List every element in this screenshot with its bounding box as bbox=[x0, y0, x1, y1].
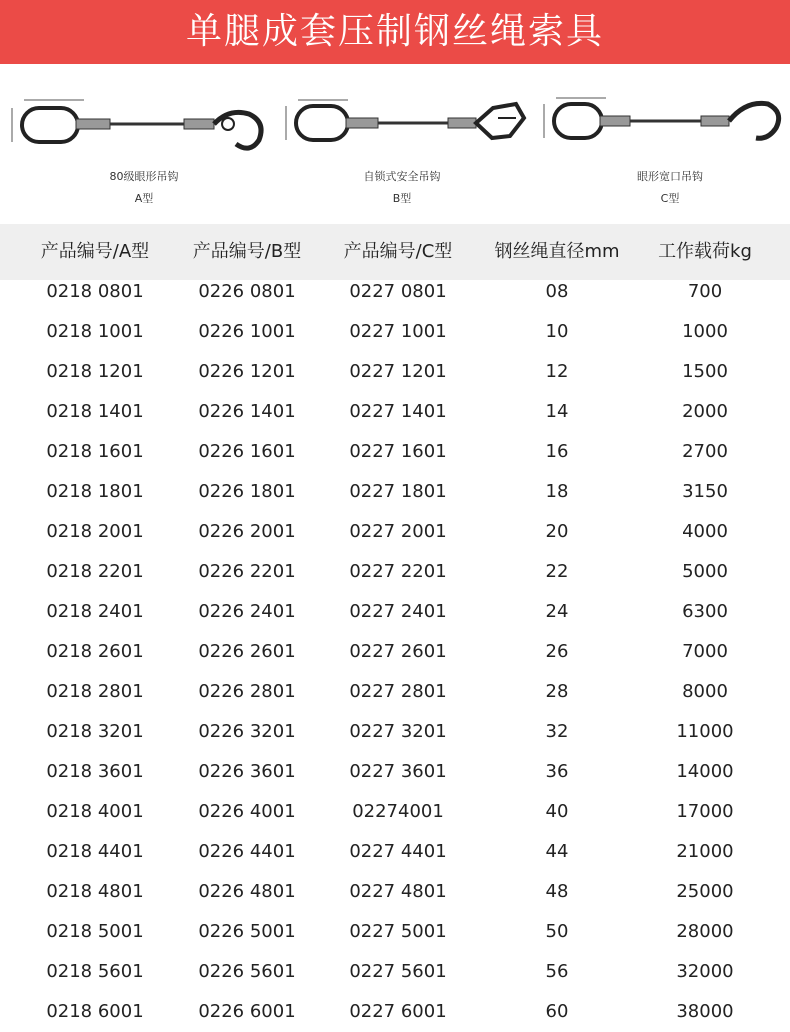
cell-rope-diameter: 36 bbox=[545, 761, 569, 782]
cell-rope-diameter: 28 bbox=[545, 681, 569, 702]
cell-a-code: 0218 1401 bbox=[46, 401, 144, 422]
table-row bbox=[0, 432, 790, 472]
diagram-a-caption: 80级眼形吊钩 bbox=[109, 170, 179, 183]
table-row bbox=[0, 752, 790, 792]
cell-working-load: 2700 bbox=[682, 441, 728, 462]
cell-rope-diameter: 56 bbox=[545, 961, 569, 982]
cell-rope-diameter: 44 bbox=[545, 841, 569, 862]
cell-b-code: 0226 1401 bbox=[198, 401, 296, 422]
table-row bbox=[0, 832, 790, 872]
table-row bbox=[0, 272, 790, 312]
header-c-code: 产品编号/C型 bbox=[343, 241, 453, 262]
cell-b-code: 0226 2001 bbox=[198, 521, 296, 542]
sling-c-illustration bbox=[536, 78, 786, 158]
cell-c-code: 0227 5601 bbox=[349, 961, 447, 982]
sling-diagrams bbox=[0, 64, 790, 224]
cell-a-code: 0218 2401 bbox=[46, 601, 144, 622]
cell-b-code: 0226 3201 bbox=[198, 721, 296, 742]
cell-a-code: 0218 4801 bbox=[46, 881, 144, 902]
cell-a-code: 0218 1001 bbox=[46, 321, 144, 342]
cell-b-code: 0226 4001 bbox=[198, 801, 296, 822]
cell-c-code: 0227 3601 bbox=[349, 761, 447, 782]
cell-c-code: 0227 1801 bbox=[349, 481, 447, 502]
cell-rope-diameter: 08 bbox=[545, 281, 569, 302]
table-row bbox=[0, 352, 790, 392]
cell-b-code: 0226 6001 bbox=[198, 1001, 296, 1022]
cell-a-code: 0218 0801 bbox=[46, 281, 144, 302]
table-row bbox=[0, 792, 790, 832]
cell-c-code: 0227 2001 bbox=[349, 521, 447, 542]
cell-rope-diameter: 40 bbox=[545, 801, 569, 822]
cell-rope-diameter: 10 bbox=[545, 321, 569, 342]
header-working-load: 工作载荷kg bbox=[658, 241, 752, 262]
cell-c-code: 0227 1201 bbox=[349, 361, 447, 382]
cell-b-code: 0226 1001 bbox=[198, 321, 296, 342]
cell-c-code: 0227 2201 bbox=[349, 561, 447, 582]
table-row bbox=[0, 312, 790, 352]
cell-working-load: 11000 bbox=[676, 721, 734, 742]
cell-c-code: 0227 2401 bbox=[349, 601, 447, 622]
cell-a-code: 0218 6001 bbox=[46, 1001, 144, 1022]
cell-a-code: 0218 4401 bbox=[46, 841, 144, 862]
diagram-c-caption: 眼形宽口吊钩 bbox=[637, 170, 703, 183]
table-row bbox=[0, 952, 790, 992]
cell-a-code: 0218 2801 bbox=[46, 681, 144, 702]
cell-a-code: 0218 1601 bbox=[46, 441, 144, 462]
cell-b-code: 0226 5001 bbox=[198, 921, 296, 942]
table-row bbox=[0, 992, 790, 1032]
cell-b-code: 0226 4401 bbox=[198, 841, 296, 862]
cell-a-code: 0218 1201 bbox=[46, 361, 144, 382]
cell-a-code: 0218 2201 bbox=[46, 561, 144, 582]
cell-working-load: 1500 bbox=[682, 361, 728, 382]
cell-c-code: 0227 4801 bbox=[349, 881, 447, 902]
cell-a-code: 0218 2001 bbox=[46, 521, 144, 542]
cell-c-code: 0227 5001 bbox=[349, 921, 447, 942]
sling-a-illustration bbox=[4, 78, 274, 158]
header-a-code: 产品编号/A型 bbox=[40, 241, 150, 262]
diagram-b-caption: 自锁式安全吊钩 bbox=[363, 170, 441, 183]
table-row bbox=[0, 912, 790, 952]
cell-rope-diameter: 20 bbox=[545, 521, 569, 542]
table-row bbox=[0, 472, 790, 512]
cell-a-code: 0218 3201 bbox=[46, 721, 144, 742]
table-row bbox=[0, 512, 790, 552]
cell-working-load: 3150 bbox=[682, 481, 728, 502]
table-row bbox=[0, 712, 790, 752]
cell-b-code: 0226 2801 bbox=[198, 681, 296, 702]
table-row bbox=[0, 872, 790, 912]
diagram-a-type-label: A型 bbox=[134, 192, 154, 205]
cell-rope-diameter: 14 bbox=[545, 401, 569, 422]
cell-b-code: 0226 3601 bbox=[198, 761, 296, 782]
cell-c-code: 02274001 bbox=[352, 801, 444, 822]
cell-rope-diameter: 16 bbox=[545, 441, 569, 462]
cell-a-code: 0218 2601 bbox=[46, 641, 144, 662]
table-row bbox=[0, 552, 790, 592]
cell-b-code: 0226 2601 bbox=[198, 641, 296, 662]
cell-working-load: 25000 bbox=[676, 881, 734, 902]
cell-b-code: 0226 1201 bbox=[198, 361, 296, 382]
cell-a-code: 0218 5001 bbox=[46, 921, 144, 942]
table-row bbox=[0, 632, 790, 672]
cell-working-load: 21000 bbox=[676, 841, 734, 862]
cell-rope-diameter: 26 bbox=[545, 641, 569, 662]
cell-rope-diameter: 50 bbox=[545, 921, 569, 942]
cell-c-code: 0227 6001 bbox=[349, 1001, 447, 1022]
cell-working-load: 7000 bbox=[682, 641, 728, 662]
table-row bbox=[0, 672, 790, 712]
diagram-b-type bbox=[278, 78, 538, 205]
cell-working-load: 8000 bbox=[682, 681, 728, 702]
cell-rope-diameter: 18 bbox=[545, 481, 569, 502]
header-rope-diameter: 钢丝绳直径mm bbox=[494, 241, 620, 262]
cell-working-load: 38000 bbox=[676, 1001, 734, 1022]
cell-c-code: 0227 1601 bbox=[349, 441, 447, 462]
diagram-c-type-label: C型 bbox=[660, 192, 680, 205]
cell-c-code: 0227 1001 bbox=[349, 321, 447, 342]
cell-rope-diameter: 12 bbox=[545, 361, 569, 382]
table-row bbox=[0, 392, 790, 432]
cell-c-code: 0227 4401 bbox=[349, 841, 447, 862]
cell-b-code: 0226 1801 bbox=[198, 481, 296, 502]
sling-b-illustration bbox=[278, 78, 538, 158]
cell-rope-diameter: 24 bbox=[545, 601, 569, 622]
table-row bbox=[0, 592, 790, 632]
cell-b-code: 0226 1601 bbox=[198, 441, 296, 462]
diagram-c-type bbox=[536, 78, 786, 205]
cell-c-code: 0227 1401 bbox=[349, 401, 447, 422]
cell-b-code: 0226 2201 bbox=[198, 561, 296, 582]
cell-working-load: 17000 bbox=[676, 801, 734, 822]
cell-a-code: 0218 5601 bbox=[46, 961, 144, 982]
cell-rope-diameter: 22 bbox=[545, 561, 569, 582]
cell-b-code: 0226 5601 bbox=[198, 961, 296, 982]
diagram-a-type bbox=[4, 78, 274, 205]
cell-working-load: 1000 bbox=[682, 321, 728, 342]
cell-working-load: 32000 bbox=[676, 961, 734, 982]
cell-working-load: 2000 bbox=[682, 401, 728, 422]
cell-b-code: 0226 4801 bbox=[198, 881, 296, 902]
cell-a-code: 0218 3601 bbox=[46, 761, 144, 782]
header-b-code: 产品编号/B型 bbox=[192, 241, 302, 262]
cell-c-code: 0227 0801 bbox=[349, 281, 447, 302]
cell-c-code: 0227 2801 bbox=[349, 681, 447, 702]
cell-working-load: 700 bbox=[687, 281, 723, 302]
cell-rope-diameter: 32 bbox=[545, 721, 569, 742]
cell-rope-diameter: 60 bbox=[545, 1001, 569, 1022]
cell-working-load: 4000 bbox=[682, 521, 728, 542]
cell-working-load: 14000 bbox=[676, 761, 734, 782]
cell-working-load: 28000 bbox=[676, 921, 734, 942]
cell-b-code: 0226 2401 bbox=[198, 601, 296, 622]
page-title: 单腿成套压制钢丝绳索具 bbox=[0, 0, 790, 64]
cell-a-code: 0218 1801 bbox=[46, 481, 144, 502]
cell-b-code: 0226 0801 bbox=[198, 281, 296, 302]
cell-c-code: 0227 2601 bbox=[349, 641, 447, 662]
cell-rope-diameter: 48 bbox=[545, 881, 569, 902]
cell-c-code: 0227 3201 bbox=[349, 721, 447, 742]
cell-a-code: 0218 4001 bbox=[46, 801, 144, 822]
cell-working-load: 6300 bbox=[682, 601, 728, 622]
diagram-b-type-label: B型 bbox=[392, 192, 412, 205]
cell-working-load: 5000 bbox=[682, 561, 728, 582]
